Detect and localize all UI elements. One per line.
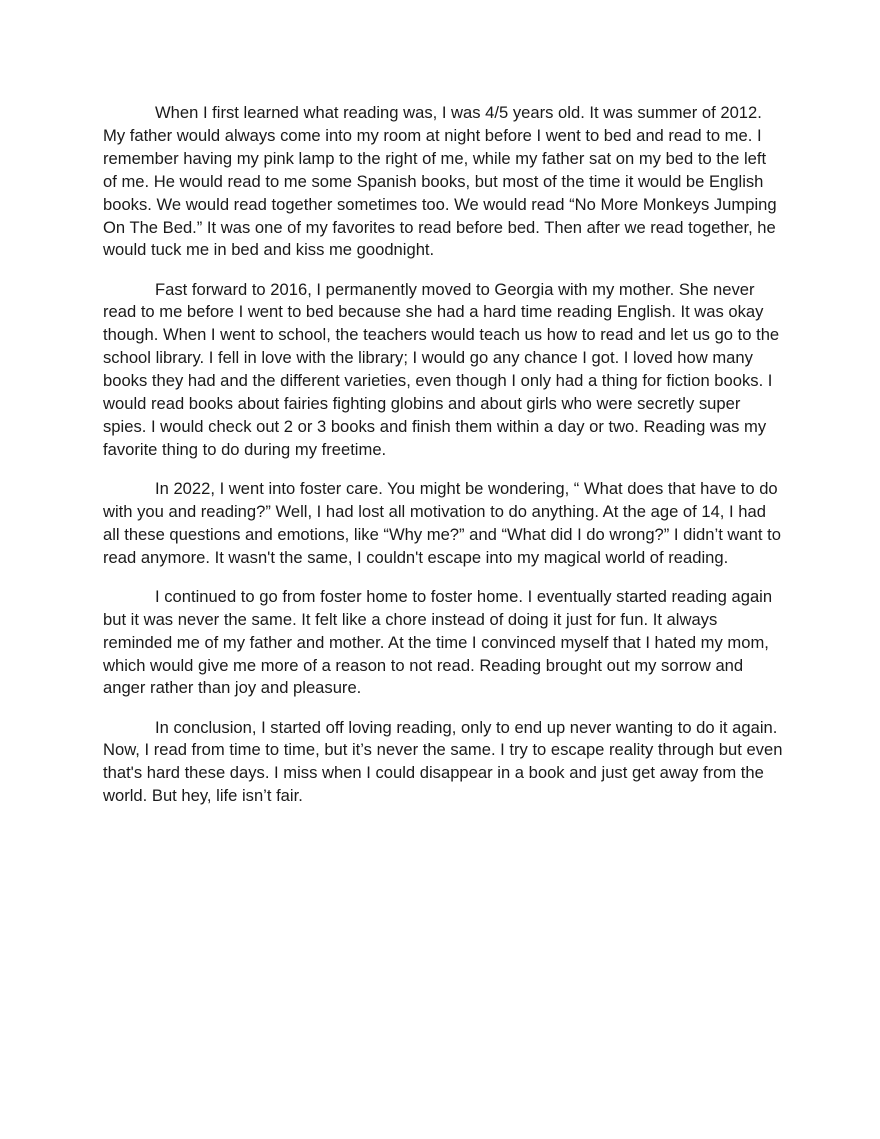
paragraph-first-learned-reading: When I first learned what reading was, I was 4/5 years old. It was summer of 2012. My father would always come into my room at night before I went to bed and read to me. I remember having my pink lamp to the right of me, while my father sat on my bed to the left of me. He would read to me some Spanish books, but most of the time it would be English books. We would read together sometimes too. We would read “No More Monkeys Jumping On The Bed.” It was one of my favorites to read before bed. Then after we read together, he would tuck me in bed and kiss me goodnight.: [103, 103, 777, 260]
paragraph-foster-home: I continued to go from foster home to foster home. I eventually started reading again but it was never the same. It felt like a chore instead of doing it just for fun. It always reminded me of my father and mother. At the time I convinced myself that I hated my mom, which would give me more of a reason to not read. Reading brought out my sorrow and anger rather than joy and pleasure.: [103, 586, 773, 698]
paragraph-moved-to-georgia: Fast forward to 2016, I permanently moved to Georgia with my mother. She never read to me before I went to bed because she had a hard time reading English. It was okay though. When I went to school, the teachers would teach us how to read and let us go to the school library. I fell in love with the library; I would go any chance I got. I loved how many books they had and the different varieties, even though I only had a thing for fiction books. I would read books about fairies fighting globins and about girls who were secretly super spies. I would check out 2 or 3 books and finish them within a day or two. Reading was my favorite thing to do during my freetime.: [103, 279, 780, 459]
paragraph-conclusion: In conclusion, I started off loving reading, only to end up never wanting to do it again. Now, I read from time to time, but it’s never the same. I try to escape reality through but even that's hard these days. I miss when I could disappear in a book and just get away from the world. But hey, life isn’t fair.: [103, 717, 783, 806]
paragraph-foster-care: In 2022, I went into foster care. You might be wondering, “ What does that have to do with you and reading?” Well, I had lost all motivation to do anything. At the age of 14, I had all these questions and emotions, like “Why me?” and “What did I do wrong?” I didn’t want to read anymore. It wasn't the same, I couldn't escape into my magical world of reading.: [103, 478, 781, 567]
document-page: [103, 102, 783, 824]
